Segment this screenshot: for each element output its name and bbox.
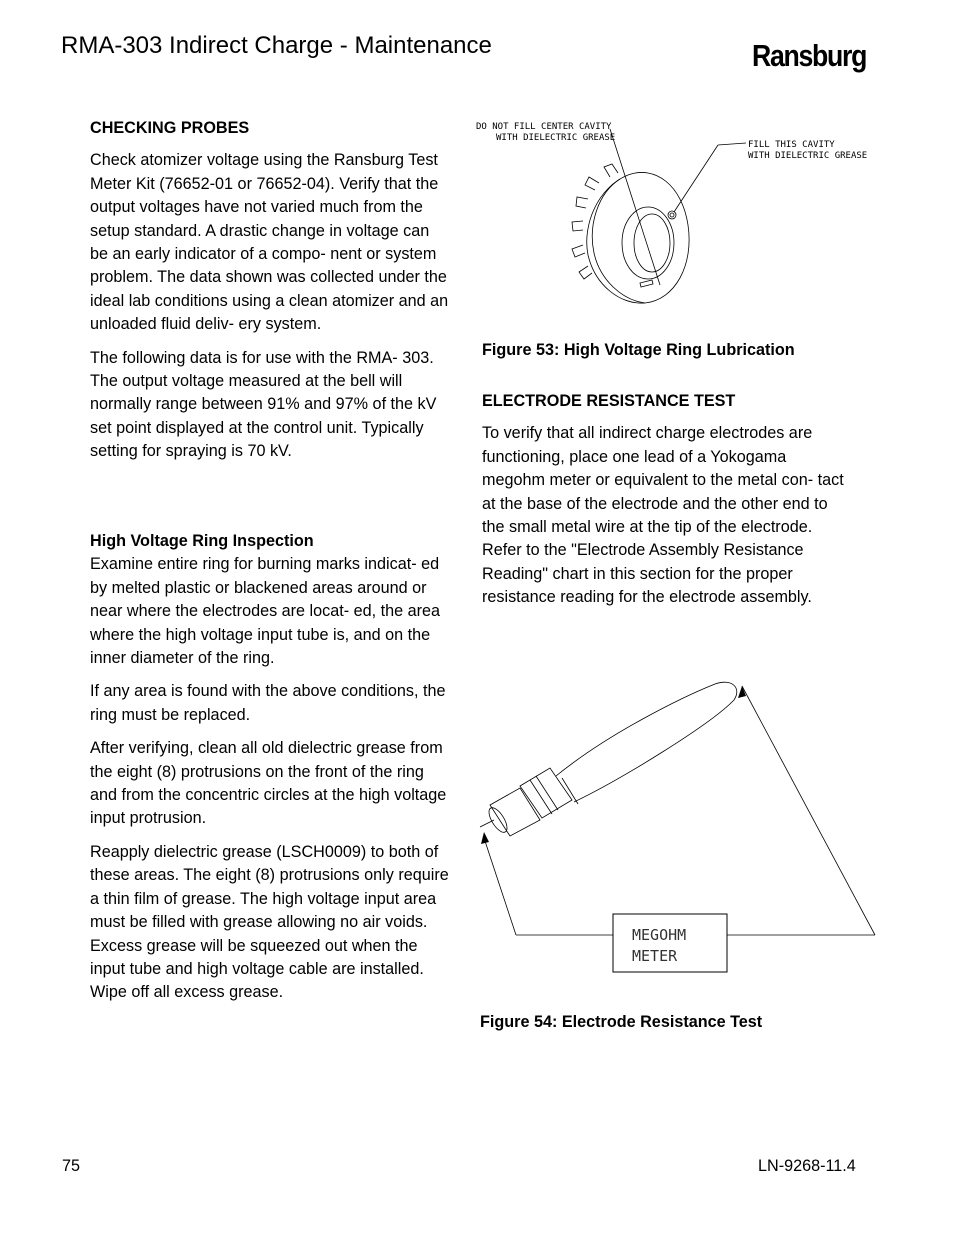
base-lead-arrow xyxy=(481,832,489,844)
electrode-resistance-illustration xyxy=(470,670,890,980)
ring-inspection-section xyxy=(90,530,450,1015)
electrode-test-paragraph: To verify that all indirect charge electrodes are functioning, place one lead of a Yokogama megohm meter or equivalent to the metal con- tact at the base of the electrode and the other end to the small metal wire at the tip of the electrode. Refer to the "Electrode Assembly Resistance Reading" chart in this section for the proper resistance reading for the electrode assembly. xyxy=(482,424,844,607)
checking-probes-paragraph-2: The following data is for use with the RMA- 303. The output voltage measured at the bell will normally range between 91% and 97% of the kV set point displayed at the control unit. Typically setting for spraying is 70 kV. xyxy=(90,348,437,461)
ring-inspection-paragraph-3: After verifying, clean all old dielectric grease from the eight (8) protrusions on the front of the ring and from the concentric circles at the high voltage input protrusion. xyxy=(90,739,447,828)
page-number: 75 xyxy=(62,1157,81,1175)
ransburg-logo: Ransburg xyxy=(752,38,867,73)
ring-inspection-heading: High Voltage Ring Inspection xyxy=(90,532,314,550)
fill-cavity-label-line2: WITH DIELECTRIC GREASE xyxy=(748,151,868,161)
ring-inspection-paragraph-1: Examine entire ring for burning marks indicat- ed by melted plastic or blackened areas around or near where the electrodes are locat- ed, the area where the high voltage input tube is, and on the inner diameter of the ring. xyxy=(90,555,441,668)
fill-cavity-label-line1: FILL THIS CAVITY xyxy=(748,140,835,150)
meter-label-line1: MEGOHM xyxy=(632,926,687,944)
ring-inspection-paragraph-2: If any area is found with the above conditions, the ring must be replaced. xyxy=(90,682,446,724)
meter-label-line2: METER xyxy=(632,947,678,965)
document-number: LN-9268-11.4 xyxy=(758,1157,856,1175)
high-voltage-ring-illustration xyxy=(470,115,890,320)
electrode-test-section xyxy=(482,390,847,620)
page-title: RMA-303 Indirect Charge - Maintenance xyxy=(61,32,492,59)
checking-probes-paragraph-1: Check atomizer voltage using the Ransburg Test Meter Kit (76652-01 or 76652-04). Verify that the output voltages have not varied much from the setup standard. A drastic change in voltage can be an early indicator of a compo- nent or system problem. The data shown was collected under the ideal lab conditions using a clean atomizer and an unloaded fluid deliv- ery system. xyxy=(90,151,449,334)
ring-drawing xyxy=(572,129,746,303)
left-column xyxy=(90,117,450,474)
electrode-test-heading: ELECTRODE RESISTANCE TEST xyxy=(482,392,736,410)
ring-inspection-paragraph-4: Reapply dielectric grease (LSCH0009) to both of these areas. The eight (8) protrusions only require a thin film of grease. The high voltage input area must be filled with grease allowing no air voids. Excess grease will be squeezed out when the input tube and high voltage cable are installed. Wipe off all excess grease. xyxy=(90,842,449,1002)
checking-probes-heading: CHECKING PROBES xyxy=(90,119,250,137)
figure-54-caption: Figure 54: Electrode Resistance Test xyxy=(480,1013,763,1031)
center-cavity-label-line2: WITH DIELECTRIC GREASE xyxy=(496,133,616,143)
figure-53-caption: Figure 53: High Voltage Ring Lubrication xyxy=(482,341,795,359)
center-cavity-label-line1: DO NOT FILL CENTER CAVITY xyxy=(476,122,612,132)
